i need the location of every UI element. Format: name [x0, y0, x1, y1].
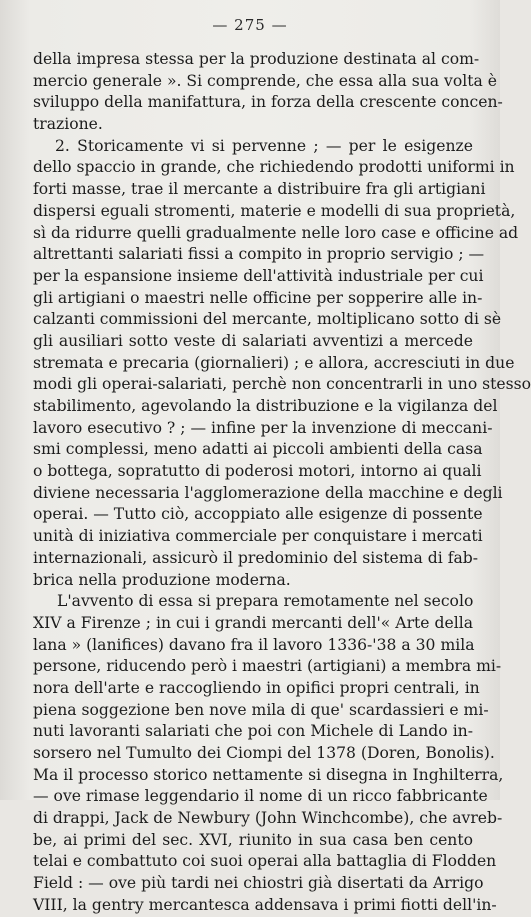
text-line: lavoro esecutivo ? ; — infine per la invenzione di meccani-	[33, 418, 493, 437]
text-line: forti masse, trae il mercante a distribuire fra gli artigiani	[33, 180, 486, 199]
text-line: persone, riducendo però i maestri (artigiani) a membra mi-	[33, 657, 502, 676]
text-line: calzanti commissioni del mercante, moltiplicano sotto di sè	[33, 310, 502, 329]
text-line: della impresa stessa per la produzione destinata al com-	[33, 50, 480, 68]
text-line: smi complessi, meno adatti ai piccoli ambienti della casa	[33, 440, 483, 459]
text-line: internazionali, assicurò il predominio del sistema di fab-	[33, 548, 479, 567]
page-number: — 275 —	[212, 16, 288, 34]
text-line: modi gli operai-salariati, perchè non concentrarli in uno stesso	[33, 375, 531, 394]
text-line: lana » (lanifices) davano fra il lavoro 1336-'38 a 30 mila	[33, 635, 475, 654]
paragraph-start-line: 2. Storicamente vi si pervenne ; — per le esigenze	[55, 136, 473, 155]
text-line: sviluppo della manifattura, in forza della crescente concen-	[33, 93, 503, 112]
text-line: brica nella produzione moderna.	[33, 570, 291, 589]
text-line: o bottega, sopratutto di poderosi motori, intorno ai quali	[33, 462, 482, 481]
text-line: nora dell'arte e raccogliendo in opifici propri centrali, in	[33, 678, 480, 697]
text-line: gli ausiliari sotto veste di salariati avventizi a mercede	[33, 331, 473, 350]
text-line: — ove rimase leggendario il nome di un ricco fabbricante	[33, 787, 488, 806]
text-line: per la espansione insieme dell'attività industriale per cui	[33, 266, 484, 285]
text-line: telai e combattuto coi suoi operai alla battaglia di Flodden	[33, 852, 497, 871]
text-line: be, ai primi del sec. XVI, riunito in sua casa ben cento	[33, 830, 473, 849]
text-line: sorsero nel Tumulto dei Ciompi del 1378 (Doren, Bonolis).	[33, 744, 495, 762]
text-line: operai. — Tutto ciò, accoppiato alle esigenze di possente	[33, 505, 483, 524]
body-text	[33, 49, 531, 917]
text-line: di drappi, Jack de Newbury (John Winchcombe), che avreb-	[33, 809, 503, 828]
text-line: dispersi eguali stromenti, materie e modelli di sua proprietà,	[33, 201, 516, 220]
text-line: gli artigiani o maestri nelle officine per sopperire alle in-	[33, 288, 483, 307]
text-line: unità di iniziativa commerciale per conquistare i mercati	[33, 527, 483, 546]
text-line: stabilimento, agevolando la distribuzione e la vigilanza del	[33, 397, 498, 415]
text-line: dello spaccio in grande, che richiedendo prodotti uniformi in	[33, 158, 515, 177]
text-line: sì da ridurre quelli gradualmente nelle loro case e officine ad	[33, 223, 519, 242]
text-line: nuti lavoranti salariati che poi con Michele di Lando in-	[33, 722, 473, 741]
text-line: Field : — ove più tardi nei chiostri già disertati da Arrigo	[33, 874, 484, 893]
text-line: mercio generale ». Si comprende, che essa alla sua volta è	[33, 71, 497, 90]
text-line: XIV a Firenze ; in cui i grandi mercanti dell'« Arte della	[33, 613, 473, 632]
text-line: stremata e precaria (giornalieri) ; e allora, accresciuti in due	[33, 353, 515, 372]
text-line: Ma il processo storico nettamente si disegna in Inghilterra,	[33, 765, 504, 784]
text-line: altrettanti salariati fissi a compito in proprio servigio ; —	[33, 245, 485, 264]
text-line: diviene necessaria l'agglomerazione della macchine e degli	[33, 483, 503, 502]
text-line: VIII, la gentry mercantesca addensava i primi fiotti dell'in-	[33, 895, 497, 914]
text-line: trazione.	[33, 115, 103, 134]
paragraph-start-line: L'avvento di essa si prepara remotamente nel secolo	[57, 592, 474, 611]
text-line: piena soggezione ben nove mila di que' scardassieri e mi-	[33, 700, 489, 719]
